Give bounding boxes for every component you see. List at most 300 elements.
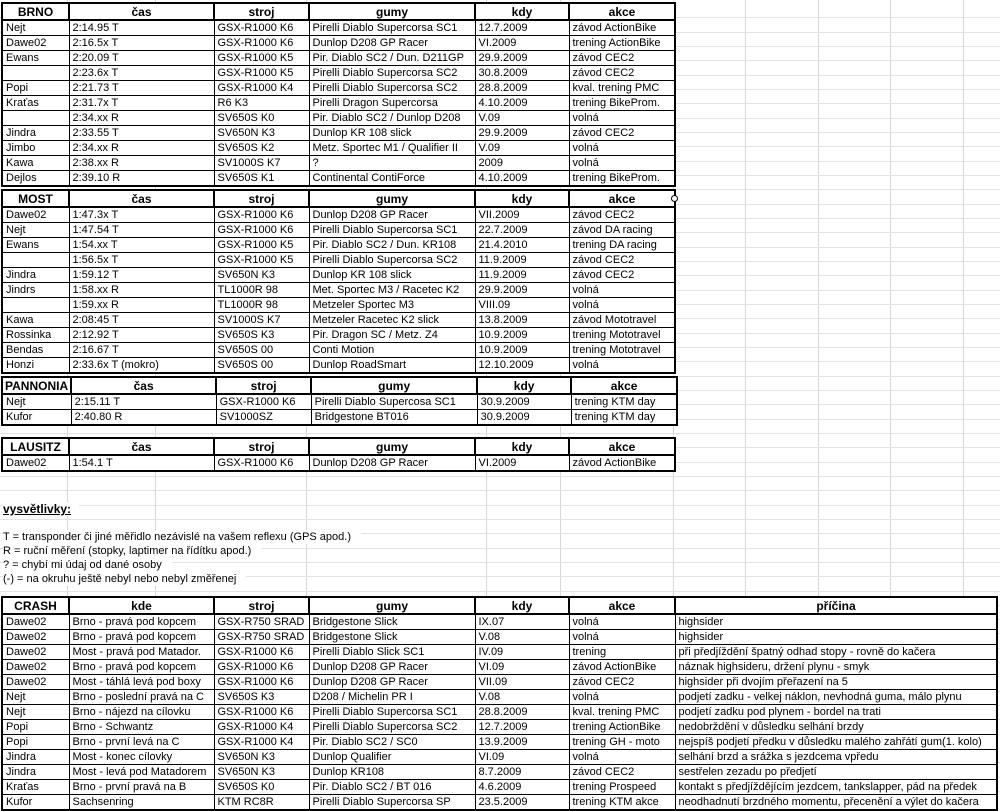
rider-name-cell[interactable]: Popi [2,81,69,96]
cell[interactable]: 2:33.55 T [69,126,214,141]
cell[interactable]: 13.8.2009 [475,313,569,328]
cell[interactable]: selhání brzd a srážka s jezdcema vpředu [675,750,997,765]
column-header-akce[interactable]: akce [569,438,675,455]
rider-name-cell[interactable]: Nejt [2,705,69,720]
rider-name-cell[interactable]: Popi [2,720,69,735]
cell[interactable]: 1:59.12 T [69,268,214,283]
table-title-pannonia[interactable]: PANNONIA [2,377,71,394]
cell[interactable]: SV650S 00 [214,358,309,374]
cell[interactable]: Most - konec cílovky [69,750,214,765]
rider-name-cell[interactable]: Jindra [2,126,69,141]
cell[interactable]: Pirelli Diablo Supercorsa SC2 [309,720,475,735]
cell[interactable]: závod Mototravel [569,313,675,328]
column-header-kdy[interactable]: kdy [475,438,569,455]
cell[interactable]: SV650N K3 [214,765,309,780]
cell[interactable]: highsider [675,614,997,630]
cell[interactable]: závod CEC2 [569,126,675,141]
cell[interactable]: Dunlop D208 GP Racer [309,207,475,223]
cell[interactable]: 2:23.6x T [69,66,214,81]
cell[interactable]: 10.9.2009 [475,343,569,358]
legend-line-r[interactable]: R = ruční měření (stopky, laptimer na řídítku apod.) [3,544,261,558]
cell[interactable]: VI.2009 [475,36,569,51]
cell[interactable]: V.09 [475,111,569,126]
cell[interactable]: trening ActionBike [569,720,675,735]
rider-name-cell[interactable]: Jindra [2,750,69,765]
cell[interactable]: GSX-R1000 K6 [214,675,309,690]
cell[interactable]: Pirelli Diablo Supercorsa SC1 [309,705,475,720]
cell[interactable]: Pirelli Diablo Supercorsa SC2 [309,81,475,96]
cell[interactable]: SV650S 00 [214,343,309,358]
cell[interactable]: 2:14.95 T [69,20,214,36]
table-lausitz [1,437,676,472]
table-row [2,20,675,36]
column-header-gumy[interactable]: gumy [311,377,477,394]
cell[interactable]: Brno - pravá pod kopcem [69,614,214,630]
cell[interactable]: 22.7.2009 [475,223,569,238]
rider-name-cell[interactable]: Kufor [2,410,71,426]
cell[interactable]: 23.5.2009 [475,795,569,811]
cell[interactable]: volná [569,614,675,630]
cell[interactable]: Pir. Diablo SC2 / Dun. KR108 [309,238,475,253]
cell[interactable]: trening BikeProm. [569,96,675,111]
column-header-as[interactable]: čas [69,438,214,455]
cell[interactable]: volná [569,111,675,126]
cell[interactable]: SV650S K3 [214,690,309,705]
cell[interactable]: trening DA racing [569,238,675,253]
cell[interactable]: VI.09 [475,750,569,765]
cell[interactable]: Most - pravá pod Matador. [69,645,214,660]
table-row [2,141,675,156]
column-header-akce[interactable]: akce [571,377,677,394]
rider-name-cell[interactable]: Dawe02 [2,645,69,660]
cell[interactable]: volná [569,156,675,171]
cell[interactable]: Continental ContiForce [309,171,475,187]
cell[interactable]: 2:39.10 R [69,171,214,187]
cell[interactable]: GSX-R1000 K5 [214,238,309,253]
cell[interactable]: 29.9.2009 [475,51,569,66]
cell[interactable]: Most - levá pod Matadorem [69,765,214,780]
cell[interactable]: Pir. Dragon SC / Metz. Z4 [309,328,475,343]
cell[interactable]: volná [569,750,675,765]
cell[interactable]: IX.07 [475,614,569,630]
rider-name-cell[interactable] [2,298,69,313]
cell[interactable]: 1:47.3x T [69,207,214,223]
cell[interactable]: Metz. Sportec M1 / Qualifier II [309,141,475,156]
cell[interactable]: Brno - nájezd na cílovku [69,705,214,720]
cell[interactable]: VI.09 [475,660,569,675]
cell[interactable]: Pir. Diablo SC2 / Dun. D211GP [309,51,475,66]
cell[interactable]: SV1000SZ [216,410,311,426]
cell[interactable]: trening [569,645,675,660]
rider-name-cell[interactable] [2,111,69,126]
cell[interactable]: Conti Motion [309,343,475,358]
cell[interactable]: 2:34.xx R [69,141,214,156]
cell[interactable]: Met. Sportec M3 / Racetec K2 [309,283,475,298]
cell[interactable]: IV.09 [475,645,569,660]
table-row [2,358,675,374]
rider-name-cell[interactable]: Kawa [2,313,69,328]
column-header-kdy[interactable]: kdy [475,597,569,614]
cell[interactable]: 4.10.2009 [475,96,569,111]
column-header-gumy[interactable]: gumy [309,438,475,455]
cell[interactable]: GSX-R1000 K6 [214,207,309,223]
rider-name-cell[interactable]: Jimbo [2,141,69,156]
cell[interactable]: 12.10.2009 [475,358,569,374]
rider-name-cell[interactable]: Kawa [2,156,69,171]
cell[interactable]: 1:54.1 T [69,455,214,471]
rider-name-cell[interactable]: Dawe02 [2,630,69,645]
cell[interactable]: 2:16.67 T [69,343,214,358]
cell[interactable]: volná [569,283,675,298]
cell[interactable]: GSX-R1000 K6 [214,645,309,660]
cell[interactable]: trening KTM day [571,394,677,410]
cell[interactable]: GSX-R1000 K6 [214,660,309,675]
cell[interactable]: Metzeler Sportec M3 [309,298,475,313]
cell[interactable]: 1:54.xx T [69,238,214,253]
cell[interactable]: 2:33.6x T (mokro) [69,358,214,374]
cell[interactable]: Dunlop D208 GP Racer [309,455,475,471]
column-header-stroj[interactable]: stroj [216,377,311,394]
cell[interactable]: závod CEC2 [569,66,675,81]
column-header-as[interactable]: čas [71,377,216,394]
cell[interactable]: Dunlop D208 GP Racer [309,36,475,51]
rider-name-cell[interactable]: Dawe02 [2,36,69,51]
cell[interactable]: Dunlop Qualifier [309,750,475,765]
cell[interactable]: R6 K3 [214,96,309,111]
cell[interactable]: SV1000S K7 [214,313,309,328]
cell[interactable]: SV650N K3 [214,268,309,283]
cell[interactable]: SV650S K2 [214,141,309,156]
column-header-stroj[interactable]: stroj [214,438,309,455]
cell[interactable]: ? [309,156,475,171]
column-header-kdy[interactable]: kdy [477,377,571,394]
cell[interactable]: 1:58.xx R [69,283,214,298]
cell[interactable]: GSX-R1000 K6 [214,36,309,51]
cell[interactable]: Pir. Diablo SC2 / SC0 [309,735,475,750]
cell[interactable]: Pirelli Diablo Supercosa SC1 [311,394,477,410]
cell[interactable]: GSX-R1000 K4 [214,735,309,750]
cell[interactable]: 2:16.5x T [69,36,214,51]
cell[interactable]: GSX-R750 SRAD [214,614,309,630]
cell[interactable]: VII.2009 [475,207,569,223]
cell[interactable]: Brno - Schwantz [69,720,214,735]
column-header-akce[interactable]: akce [569,190,675,207]
table-crash [1,596,998,811]
rider-name-cell[interactable] [2,66,69,81]
table-title-brno[interactable]: BRNO [2,3,69,20]
table-pannonia [1,376,678,426]
cell[interactable]: 29.9.2009 [475,283,569,298]
cell[interactable]: náznak highsideru, držení plynu - smyk [675,660,997,675]
table-row [2,268,675,283]
rider-name-cell[interactable] [2,253,69,268]
cell[interactable]: podjetí zadku pod plynem - bordel na trati [675,705,997,720]
cell[interactable]: GSX-R1000 K6 [214,20,309,36]
legend-line-dash[interactable]: (-) = na okruhu ještě nebyl nebo nebyl změřenej [3,572,246,586]
cell[interactable]: Dunlop KR 108 slick [309,126,475,141]
cell[interactable]: 2:34.xx R [69,111,214,126]
cell[interactable]: 12.7.2009 [475,720,569,735]
cell[interactable]: GSX-R1000 K4 [214,720,309,735]
cell[interactable]: trening KTM day [571,410,677,426]
cell[interactable]: Brno - poslední pravá na C [69,690,214,705]
column-header-gumy[interactable]: gumy [309,190,475,207]
table-row [2,675,997,690]
cell[interactable]: Sachsenring [69,795,214,811]
cell[interactable]: 29.9.2009 [475,126,569,141]
table-row [2,410,677,426]
cell[interactable]: Dunlop KR 108 slick [309,268,475,283]
cell[interactable]: SV650S K0 [214,111,309,126]
cell[interactable]: závod CEC2 [569,675,675,690]
cell[interactable]: volná [569,298,675,313]
cell[interactable]: KTM RC8R [214,795,309,811]
cell[interactable]: V.08 [475,690,569,705]
cell[interactable]: highsider při dvojím přeřazení na 5 [675,675,997,690]
cell[interactable]: GSX-R1000 K5 [214,51,309,66]
cell[interactable]: 21.4.2010 [475,238,569,253]
cell[interactable]: kval. trening PMC [569,81,675,96]
cell[interactable]: závod ActionBike [569,660,675,675]
cell[interactable]: Bridgestone Slick [309,614,475,630]
cell[interactable]: 2:21.73 T [69,81,214,96]
cell[interactable]: závod CEC2 [569,253,675,268]
cell[interactable]: sestřelen zezadu po předjetí [675,765,997,780]
cell[interactable]: 28.8.2009 [475,705,569,720]
cell[interactable]: volná [569,358,675,374]
cell[interactable]: Pirelli Diablo Supercorsa SC2 [309,66,475,81]
cell[interactable]: závod DA racing [569,223,675,238]
table-row [2,750,997,765]
cell[interactable]: trening GH - moto [569,735,675,750]
cell[interactable]: 2:12.92 T [69,328,214,343]
cell[interactable]: Pirelli Diablo Supercorsa SC1 [309,20,475,36]
rider-name-cell[interactable]: Kraťas [2,780,69,795]
cell[interactable]: závod CEC2 [569,765,675,780]
table-row [2,36,675,51]
rider-name-cell[interactable]: Dawe02 [2,614,69,630]
cell[interactable]: VII.09 [475,675,569,690]
cell[interactable]: volná [569,690,675,705]
cell[interactable]: Bridgestone Slick [309,630,475,645]
cell[interactable]: GSX-R1000 K6 [214,705,309,720]
column-header-stroj[interactable]: stroj [214,190,309,207]
cell[interactable]: 1:47.54 T [69,223,214,238]
cell[interactable]: 2:20.09 T [69,51,214,66]
cell[interactable]: 8.7.2009 [475,765,569,780]
table-row [2,795,997,811]
cell[interactable]: závod ActionBike [569,20,675,36]
cell[interactable]: GSX-R1000 K5 [214,253,309,268]
rider-name-cell[interactable]: Dawe02 [2,207,69,223]
cell[interactable]: 11.9.2009 [475,268,569,283]
rider-name-cell[interactable]: Popi [2,735,69,750]
selection-handle[interactable] [671,195,678,202]
gridline [0,490,1000,491]
cell[interactable]: trening ActionBike [569,36,675,51]
cell[interactable]: 1:56.5x T [69,253,214,268]
rider-name-cell[interactable]: Nejt [2,20,69,36]
cell[interactable]: volná [569,141,675,156]
table-title-lausitz[interactable]: LAUSITZ [2,438,69,455]
column-header-kdy[interactable]: kdy [475,190,569,207]
cell[interactable]: trening Prospeed [569,780,675,795]
rider-name-cell[interactable]: Ewans [2,238,69,253]
table-title-most[interactable]: MOST [2,190,69,207]
cell[interactable]: Pirelli Diablo Supercorsa SC2 [309,253,475,268]
cell[interactable]: kval. trening PMC [569,705,675,720]
rider-name-cell[interactable]: Nejt [2,223,69,238]
cell[interactable]: Pirelli Diablo Supercorsa SP [309,795,475,811]
rider-name-cell[interactable]: Kraťas [2,96,69,111]
cell[interactable]: GSX-R1000 K6 [216,394,311,410]
cell[interactable]: GSX-R1000 K6 [214,223,309,238]
cell[interactable]: SV650N K3 [214,126,309,141]
gridline [0,476,1000,477]
cell[interactable]: Metzeler Racetec K2 slick [309,313,475,328]
rider-name-cell[interactable]: Honzi [2,358,69,374]
cell[interactable]: 2009 [475,156,569,171]
rider-name-cell[interactable]: Ewans [2,51,69,66]
cell[interactable]: závod CEC2 [569,51,675,66]
cell[interactable]: Pir. Diablo SC2 / Dunlop D208 [309,111,475,126]
cell[interactable]: 12.7.2009 [475,20,569,36]
cell[interactable]: Pirelli Diablo Supercorsa SC1 [309,223,475,238]
column-header-pina[interactable]: příčina [675,597,997,614]
cell[interactable]: 4.6.2009 [475,780,569,795]
cell[interactable]: SV650S K0 [214,780,309,795]
rider-name-cell[interactable]: Dawe02 [2,455,69,471]
column-header-gumy[interactable]: gumy [309,3,475,20]
table-row [2,660,997,675]
cell[interactable]: trening KTM akce [569,795,675,811]
cell[interactable]: podjetí zadku - velkej náklon, nevhodná guma, málo plynu [675,690,997,705]
cell[interactable]: 2:38.xx R [69,156,214,171]
cell[interactable]: GSX-R1000 K5 [214,66,309,81]
cell[interactable]: VIII.09 [475,298,569,313]
rider-name-cell[interactable]: Rossinka [2,328,69,343]
cell[interactable]: SV650S K1 [214,171,309,187]
cell[interactable]: 2:40.80 R [71,410,216,426]
column-header-gumy[interactable]: gumy [309,597,475,614]
cell[interactable]: 4.10.2009 [475,171,569,187]
cell[interactable]: trening BikeProm. [569,171,675,187]
cell[interactable]: 30.9.2009 [477,394,571,410]
table-row [2,171,675,187]
cell[interactable]: 2:15.11 T [71,394,216,410]
table-most [1,189,676,374]
cell[interactable]: Dunlop RoadSmart [309,358,475,374]
cell[interactable]: Dunlop D208 GP Racer [309,660,475,675]
cell[interactable]: 2:31.7x T [69,96,214,111]
cell[interactable]: SV1000S K7 [214,156,309,171]
cell[interactable]: při předjíždění špatný odhad stopy - rovně do kačera [675,645,997,660]
legend-title[interactable]: vysvětlivky: [3,502,79,516]
cell[interactable]: Brno - první levá na C [69,735,214,750]
cell[interactable]: Pirelli Dragon Supercorsa [309,96,475,111]
cell[interactable]: 30.9.2009 [477,410,571,426]
rider-name-cell[interactable]: Dawe02 [2,660,69,675]
cell[interactable]: Pir. Diablo SC2 / BT 016 [309,780,475,795]
cell[interactable]: trening Mototravel [569,343,675,358]
cell[interactable]: závod CEC2 [569,207,675,223]
cell[interactable]: neodhadnutí brzdného momentu, přecenění a výlet do kačera [675,795,997,811]
cell[interactable]: VI.2009 [475,455,569,471]
cell[interactable]: volná [569,630,675,645]
cell[interactable]: Dunlop KR108 [309,765,475,780]
table-row [2,126,675,141]
rider-name-cell[interactable]: Jindrs [2,283,69,298]
cell[interactable]: GSX-R1000 K4 [214,81,309,96]
cell[interactable]: kontakt s předjíždějícím jezdcem, tankslapper, pád na předek [675,780,997,795]
column-header-stroj[interactable]: stroj [214,597,309,614]
column-header-akce[interactable]: akce [569,597,675,614]
cell[interactable]: 11.9.2009 [475,253,569,268]
cell[interactable]: SV650S K3 [214,328,309,343]
cell[interactable]: Brno - pravá pod kopcem [69,630,214,645]
cell[interactable]: 2:08:45 T [69,313,214,328]
cell[interactable]: Bridgestone BT016 [311,410,477,426]
rider-name-cell[interactable]: Kufor [2,795,69,811]
cell[interactable]: V.09 [475,141,569,156]
cell[interactable]: GSX-R750 SRAD [214,630,309,645]
column-header-kdy[interactable]: kdy [475,3,569,20]
cell[interactable]: Brno - první pravá na B [69,780,214,795]
table-title-crash[interactable]: CRASH [2,597,69,614]
column-header-as[interactable]: čas [69,3,214,20]
cell[interactable]: nejspíš podjetí předku v důsledku malého zahřátí gum(1. kolo) [675,735,997,750]
rider-name-cell[interactable]: Nejt [2,690,69,705]
legend-line-t[interactable]: T = transponder či jiné měřidlo nezávislé na vašem reflexu (GPS apod.) [3,530,361,544]
table-row [2,630,997,645]
cell[interactable]: Dunlop D208 GP Racer [309,675,475,690]
cell[interactable]: Brno - pravá pod kopcem [69,660,214,675]
rider-name-cell[interactable]: Nejt [2,394,71,410]
rider-name-cell[interactable]: Jindra [2,765,69,780]
rider-name-cell[interactable]: Bendas [2,343,69,358]
cell[interactable]: 13.9.2009 [475,735,569,750]
legend-line-question[interactable]: ? = chybí mi údaj od dané osoby [3,558,172,572]
column-header-akce[interactable]: akce [569,3,675,20]
cell[interactable]: závod CEC2 [569,268,675,283]
rider-name-cell[interactable]: Jindra [2,268,69,283]
cell[interactable]: GSX-R1000 K6 [214,455,309,471]
cell[interactable]: V.08 [475,630,569,645]
column-header-kde[interactable]: kde [69,597,214,614]
cell[interactable]: 1:59.xx R [69,298,214,313]
column-header-stroj[interactable]: stroj [214,3,309,20]
cell[interactable]: nedobrždění v důsledku selhání brzdy [675,720,997,735]
cell[interactable]: 30.8.2009 [475,66,569,81]
cell[interactable]: TL1000R 98 [214,283,309,298]
cell[interactable]: highsider [675,630,997,645]
cell[interactable]: Pirelli Diablo Slick SC1 [309,645,475,660]
cell[interactable]: 10.9.2009 [475,328,569,343]
cell[interactable]: trening Mototravel [569,328,675,343]
rider-name-cell[interactable]: Dawe02 [2,675,69,690]
table-row [2,645,997,660]
cell[interactable]: závod ActionBike [569,455,675,471]
cell[interactable]: D208 / Michelin PR I [309,690,475,705]
cell[interactable]: TL1000R 98 [214,298,309,313]
cell[interactable]: SV650N K3 [214,750,309,765]
table-row [2,690,997,705]
cell[interactable]: 28.8.2009 [475,81,569,96]
column-header-as[interactable]: čas [69,190,214,207]
cell[interactable]: Most - táhlá levá pod boxy [69,675,214,690]
rider-name-cell[interactable]: Dejlos [2,171,69,187]
table-row [2,313,675,328]
